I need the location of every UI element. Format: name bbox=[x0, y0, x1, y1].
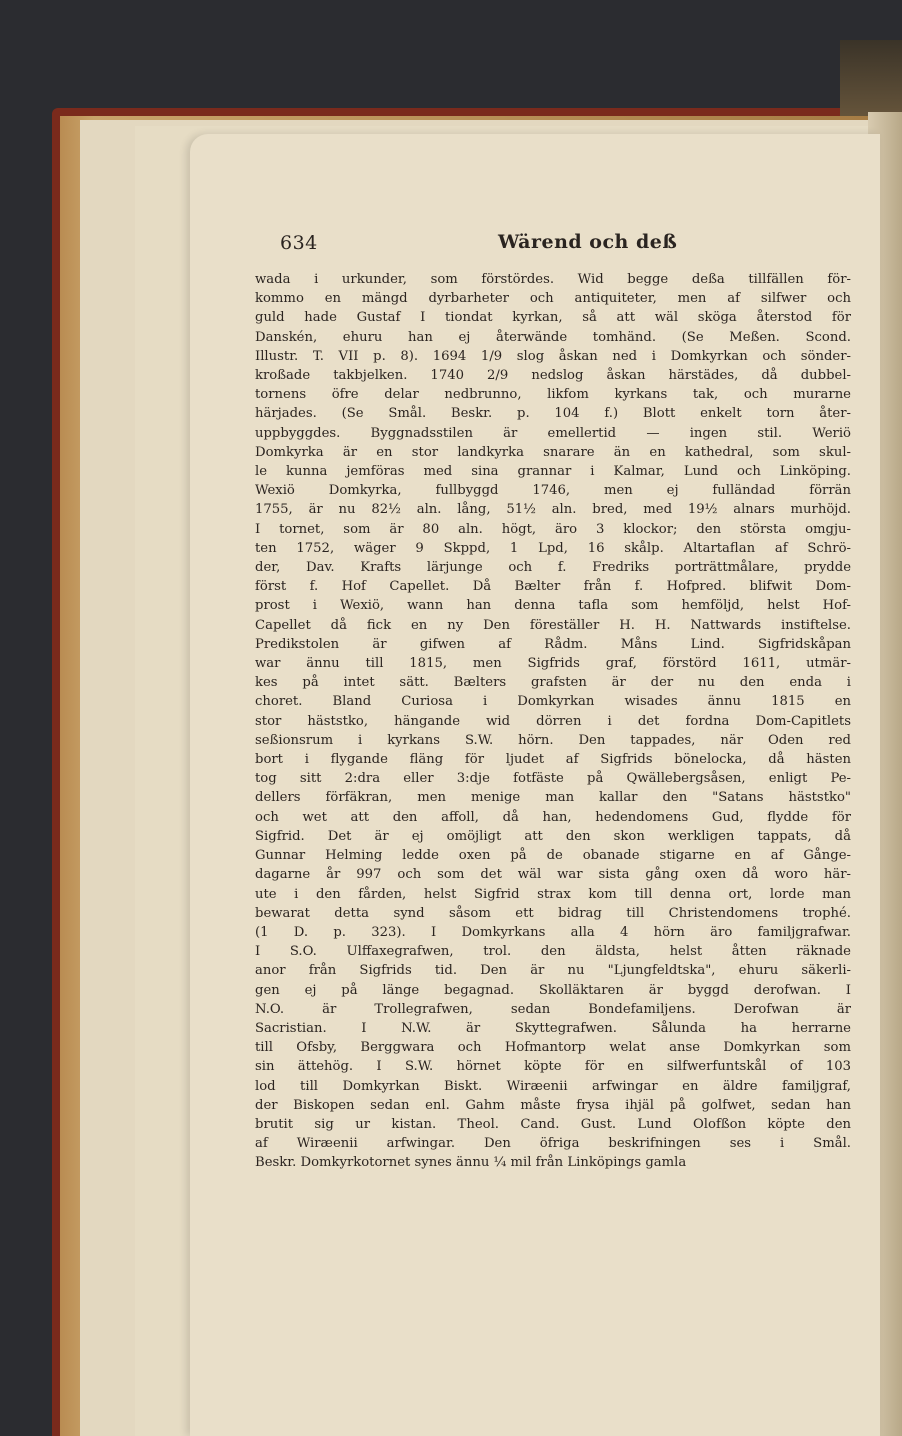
text-line: och wet att den affoll, då han, hedendomens Gud, flydde för bbox=[255, 809, 851, 825]
text-line: Sigfrid. Det är ej omöjligt att den skon werkligen tappats, då bbox=[255, 828, 851, 844]
running-title: Wärend och deß bbox=[498, 231, 678, 253]
text-line: kroßade takbjelken. 1740 2/9 nedslog åskan härstädes, då dubbel- bbox=[255, 368, 851, 384]
page-header bbox=[280, 232, 840, 264]
text-line: af Wiræenii arfwingar. Den öfriga beskrifningen ses i Smål. bbox=[255, 1136, 851, 1152]
text-line: (1 D. p. 323). I Domkyrkans alla 4 hörn äro familjgrafwar. bbox=[255, 924, 851, 940]
text-line: der Biskopen sedan enl. Gahm måste frysa ihjäl på golfwet, sedan han bbox=[255, 1097, 851, 1113]
text-line: härjades. (Se Smål. Beskr. p. 104 f.) Blott enkelt torn åter- bbox=[255, 406, 851, 422]
text-line: le kunna jemföras med sina grannar i Kalmar, Lund och Linköping. bbox=[255, 464, 851, 480]
text-line: stor häststko, hängande wid dörren i det fordna Dom-Capitlets bbox=[255, 713, 851, 729]
text-line: Domkyrka är en stor landkyrka snarare än en kathedral, som skul- bbox=[255, 444, 851, 460]
text-line: brutit sig ur kistan. Theol. Cand. Gust. Lund Olofßon köpte den bbox=[255, 1116, 851, 1132]
text-line: dagarne år 997 och som det wäl war sista gång oxen då woro här- bbox=[255, 867, 851, 883]
text-line: kommo en mängd dyrbarheter och antiquiteter, men af silfwer och bbox=[255, 291, 851, 307]
text-line: 1755, är nu 82½ aln. lång, 51½ aln. bred, med 19½ alnars murhöjd. bbox=[255, 502, 851, 518]
text-line: prost i Wexiö, wann han denna tafla som hemföljd, helst Hof- bbox=[255, 598, 851, 614]
text-line: sin ättehög. I S.W. hörnet köpte för en silfwerfuntskål of 103 bbox=[255, 1059, 851, 1075]
text-line: choret. Bland Curiosa i Domkyrkan wisades ännu 1815 en bbox=[255, 694, 851, 710]
text-line: bort i flygande fläng för ljudet af Sigfrids bönelocka, då hästen bbox=[255, 752, 851, 768]
text-line: wada i urkunder, som förstördes. Wid begge deßa tillfällen för- bbox=[255, 272, 851, 287]
text-line: gen ej på länge begagnad. Skolläktaren är byggd derofwan. I bbox=[255, 982, 851, 998]
text-line: kes på intet sätt. Bælters grafsten är der nu den enda i bbox=[255, 675, 851, 691]
text-line: Sacristian. I N.W. är Skyttegrafwen. Sålunda ha herrarne bbox=[255, 1020, 851, 1036]
text-line: tog sitt 2:dra eller 3:dje fotfäste på Qwällebergsåsen, enligt Pe- bbox=[255, 771, 851, 787]
page-number: 634 bbox=[280, 232, 318, 254]
text-line: bewarat detta synd såsom ett bidrag till Christendomens trophé. bbox=[255, 905, 851, 921]
text-line: I S.O. Ulffaxegrafwen, trol. den äldsta, helst åtten räknade bbox=[255, 944, 851, 960]
text-line: tornens öfre delar nedbrunno, likfom kyrkans tak, och murarne bbox=[255, 387, 851, 403]
text-line: Beskr. Domkyrkotornet synes ännu ¼ mil från Linköpings gamla bbox=[255, 1155, 687, 1171]
text-line: ten 1752, wäger 9 Skppd, 1 Lpd, 16 skålp. Altartaflan af Schrö- bbox=[255, 540, 851, 556]
text-line: N.O. är Trollegrafwen, sedan Bondefamiljens. Derofwan är bbox=[255, 1001, 851, 1017]
text-line: uppbyggdes. Byggnadsstilen är emellertid — ingen stil. Weriö bbox=[255, 425, 851, 441]
text-line: ute i den fården, helst Sigfrid strax kom till denna ort, lorde man bbox=[255, 886, 851, 902]
text-line: war ännu till 1815, men Sigfrids graf, förstörd 1611, utmär- bbox=[255, 656, 851, 672]
body-text bbox=[255, 270, 851, 1173]
text-line: lod till Domkyrkan Biskt. Wiræenii arfwingar en äldre familjgraf, bbox=[255, 1078, 851, 1094]
text-line: Capellet då fick en ny Den föreställer H. H. Nattwards instiftelse. bbox=[255, 617, 851, 633]
text-line: Wexiö Domkyrka, fullbyggd 1746, men ej fulländad förrän bbox=[255, 483, 851, 499]
text-line: Illustr. T. VII p. 8). 1694 1/9 slog åskan ned i Domkyrkan och sönder- bbox=[255, 348, 851, 364]
text-line: först f. Hof Capellet. Då Bælter från f. Hofpred. blifwit Dom- bbox=[255, 579, 851, 595]
text-line: der, Dav. Krafts lärjunge och f. Fredriks porträttmålare, prydde bbox=[255, 560, 851, 576]
text-line: anor från Sigfrids tid. Den är nu "Ljungfeldtska", ehuru säkerli- bbox=[255, 963, 851, 979]
text-line: dellers förfäkran, men menige man kallar den "Satans häststko" bbox=[255, 790, 851, 806]
text-line: Danskén, ehuru han ej återwände tomhänd. (Se Meßen. Scond. bbox=[255, 329, 851, 345]
text-line: Predikstolen är gifwen af Rådm. Måns Lind. Sigfridskåpan bbox=[255, 636, 851, 652]
text-line: guld hade Gustaf I tiondat kyrkan, så att wäl sköga återstod för bbox=[255, 310, 851, 326]
text-line: till Ofsby, Berggwara och Hofmantorp welat anse Domkyrkan som bbox=[255, 1040, 851, 1056]
text-line: I tornet, som är 80 aln. högt, äro 3 klockor; den största omgju- bbox=[255, 521, 851, 537]
text-line: seßionsrum i kyrkans S.W. hörn. Den tappades, när Oden red bbox=[255, 732, 851, 748]
text-line: Gunnar Helming ledde oxen på de obanade stigarne en af Gånge- bbox=[255, 848, 851, 864]
